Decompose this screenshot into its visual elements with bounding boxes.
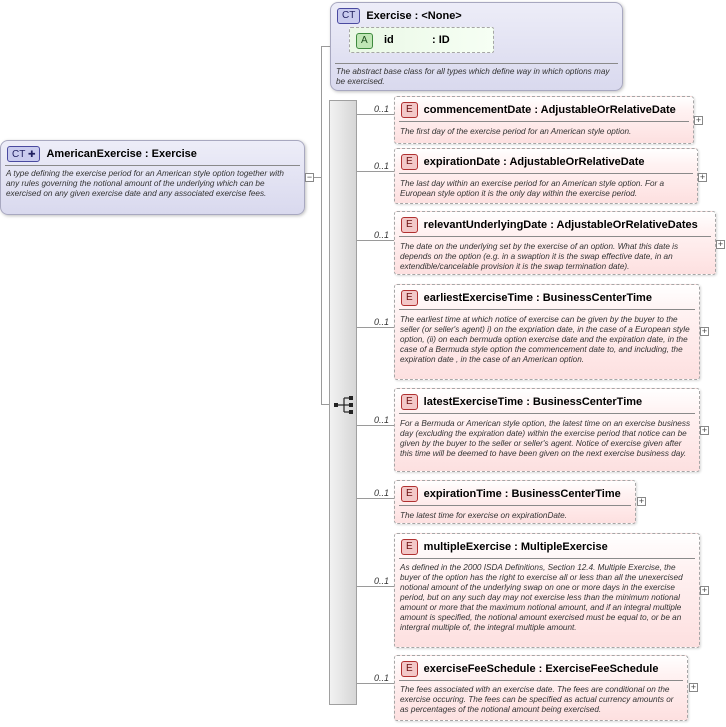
element-occurrence: 0..1 bbox=[374, 104, 390, 114]
extension-icon: ✚ bbox=[27, 149, 36, 159]
complex-type-badge: CT bbox=[337, 8, 360, 24]
element-badge: E bbox=[401, 486, 418, 502]
element-doc: The latest time for exercise on expirationDate. bbox=[400, 511, 568, 520]
element-separator bbox=[399, 309, 695, 310]
element-badge: E bbox=[401, 290, 418, 306]
element-doc: The date on the underlying set by the exercise of an option. What this date is depends on the option (e.g. in a swaption it is the swap effective date, in an extendible/cancelable provision it is the swap termination date). bbox=[400, 242, 679, 271]
element-separator bbox=[399, 236, 711, 237]
element-title: multipleExercise : MultipleExercise bbox=[423, 541, 608, 553]
attribute-name: id bbox=[384, 34, 394, 46]
element-relevantUnderlyingDate[interactable] bbox=[394, 211, 716, 275]
element-separator bbox=[399, 505, 631, 506]
element-expirationTime[interactable] bbox=[394, 480, 636, 524]
element-connector bbox=[357, 425, 394, 426]
element-badge: E bbox=[401, 102, 418, 118]
base-type-header bbox=[337, 8, 462, 24]
element-connector bbox=[357, 327, 394, 328]
element-connector bbox=[357, 114, 394, 115]
element-separator bbox=[399, 558, 695, 559]
element-badge: E bbox=[401, 154, 418, 170]
element-occurrence: 0..1 bbox=[374, 161, 390, 171]
attribute-type: : ID bbox=[432, 34, 450, 46]
main-type-title: AmericanExercise : Exercise bbox=[46, 148, 197, 160]
element-separator bbox=[399, 680, 683, 681]
base-type-separator bbox=[335, 63, 618, 64]
element-title: expirationDate : AdjustableOrRelativeDate bbox=[423, 156, 645, 168]
element-occurrence: 0..1 bbox=[374, 317, 390, 327]
element-commencementDate[interactable] bbox=[394, 96, 694, 144]
expand-button[interactable]: + bbox=[717, 239, 724, 249]
element-badge: E bbox=[401, 394, 418, 410]
element-doc: As defined in the 2000 ISDA Definitions, Section 12.4. Multiple Exercise, the buyer of the option has the right to exercise all or less than all the unexercised notional amount of the underlying swap on one or more days in the exercise period, but on any such day may not exercise less than the minimum notional amount or more that the maximum notional amount, and if an integral multiple amount is specified, the notional amount exercised must be equal to, or be an intergral multiple of, the integral multiple amount. bbox=[400, 563, 683, 632]
element-doc: The fees associated with an exercise date. The fees are conditional on the exercise occuring. The fees can be specified as actual currency amounts or as percentages of the notional amount being exercised. bbox=[400, 685, 674, 714]
base-type-title: Exercise : <None> bbox=[366, 10, 462, 22]
element-connector bbox=[357, 683, 394, 684]
element-connector bbox=[357, 171, 394, 172]
element-connector bbox=[357, 586, 394, 587]
element-separator bbox=[399, 121, 689, 122]
element-occurrence: 0..1 bbox=[374, 576, 390, 586]
connector-trunk bbox=[321, 46, 322, 405]
element-earliestExerciseTime[interactable] bbox=[394, 284, 700, 380]
main-type-box[interactable] bbox=[0, 140, 305, 215]
expand-button[interactable]: + bbox=[638, 496, 645, 506]
element-title: expirationTime : BusinessCenterTime bbox=[423, 488, 621, 500]
main-type-collapse-button[interactable]: − bbox=[306, 172, 313, 182]
expand-button[interactable]: + bbox=[701, 425, 708, 435]
attribute-badge: A bbox=[356, 33, 373, 49]
element-occurrence: 0..1 bbox=[374, 230, 390, 240]
element-occurrence: 0..1 bbox=[374, 488, 390, 498]
element-doc: The first day of the exercise period for an American style option. bbox=[400, 127, 632, 136]
main-type-separator bbox=[5, 165, 300, 166]
expand-button[interactable]: + bbox=[701, 585, 708, 595]
element-title: earliestExerciseTime : BusinessCenterTime bbox=[423, 292, 652, 304]
expand-button[interactable]: + bbox=[701, 326, 708, 336]
element-exerciseFeeSchedule[interactable] bbox=[394, 655, 688, 721]
element-badge: E bbox=[401, 661, 418, 677]
expand-button[interactable]: + bbox=[695, 115, 702, 125]
sequence-icon bbox=[334, 395, 354, 415]
main-type-header bbox=[7, 146, 197, 162]
element-title: commencementDate : AdjustableOrRelativeDate bbox=[423, 104, 676, 116]
expand-button[interactable]: + bbox=[699, 172, 706, 182]
element-connector bbox=[357, 498, 394, 499]
element-title: relevantUnderlyingDate : AdjustableOrRelativeDates bbox=[423, 219, 698, 231]
element-badge: E bbox=[401, 539, 418, 555]
element-doc: The last day within an exercise period for an American style option. For a European style option it is the only day within the exercise period. bbox=[400, 179, 665, 198]
connector-to-base bbox=[321, 46, 330, 47]
element-connector bbox=[357, 240, 394, 241]
element-title: latestExerciseTime : BusinessCenterTime bbox=[423, 396, 643, 408]
expand-button[interactable]: + bbox=[690, 682, 697, 692]
element-occurrence: 0..1 bbox=[374, 415, 390, 425]
attribute-id-box[interactable] bbox=[349, 27, 494, 53]
element-separator bbox=[399, 173, 693, 174]
element-doc: For a Bermuda or American style option, the latest time on an exercise business day (excluding the expiration date) within the exercise period that notice can be given by the buyer to the seller or seller's agent. Notice of exercise given after this time will be deemed to have been given on the next exercise business day. bbox=[400, 419, 691, 458]
base-type-doc: The abstract base class for all types which define way in which options may be exercised. bbox=[336, 67, 610, 86]
complex-type-badge: CT ✚ bbox=[7, 146, 40, 162]
element-occurrence: 0..1 bbox=[374, 673, 390, 683]
element-title: exerciseFeeSchedule : ExerciseFeeSchedule bbox=[423, 663, 659, 675]
element-badge: E bbox=[401, 217, 418, 233]
base-type-box[interactable] bbox=[330, 2, 623, 91]
element-expirationDate[interactable] bbox=[394, 148, 698, 204]
element-latestExerciseTime[interactable] bbox=[394, 388, 700, 472]
element-multipleExercise[interactable] bbox=[394, 533, 700, 648]
main-type-doc: A type defining the exercise period for an American style option together with any rules governing the notional amount of the underlying which can be exercised on any given exercise date and any associated exercise fees. bbox=[6, 169, 284, 198]
element-separator bbox=[399, 413, 695, 414]
element-doc: The earliest time at which notice of exercise can be given by the buyer to the seller (or seller's agent) i) on the expriation date, in the case of a European style option, (ii) on each bermuda option exercise date and the expiration date, in the case of a Bermuda style option the commencement date to, and including, the expiration date , in the case of an American option. bbox=[400, 315, 690, 364]
